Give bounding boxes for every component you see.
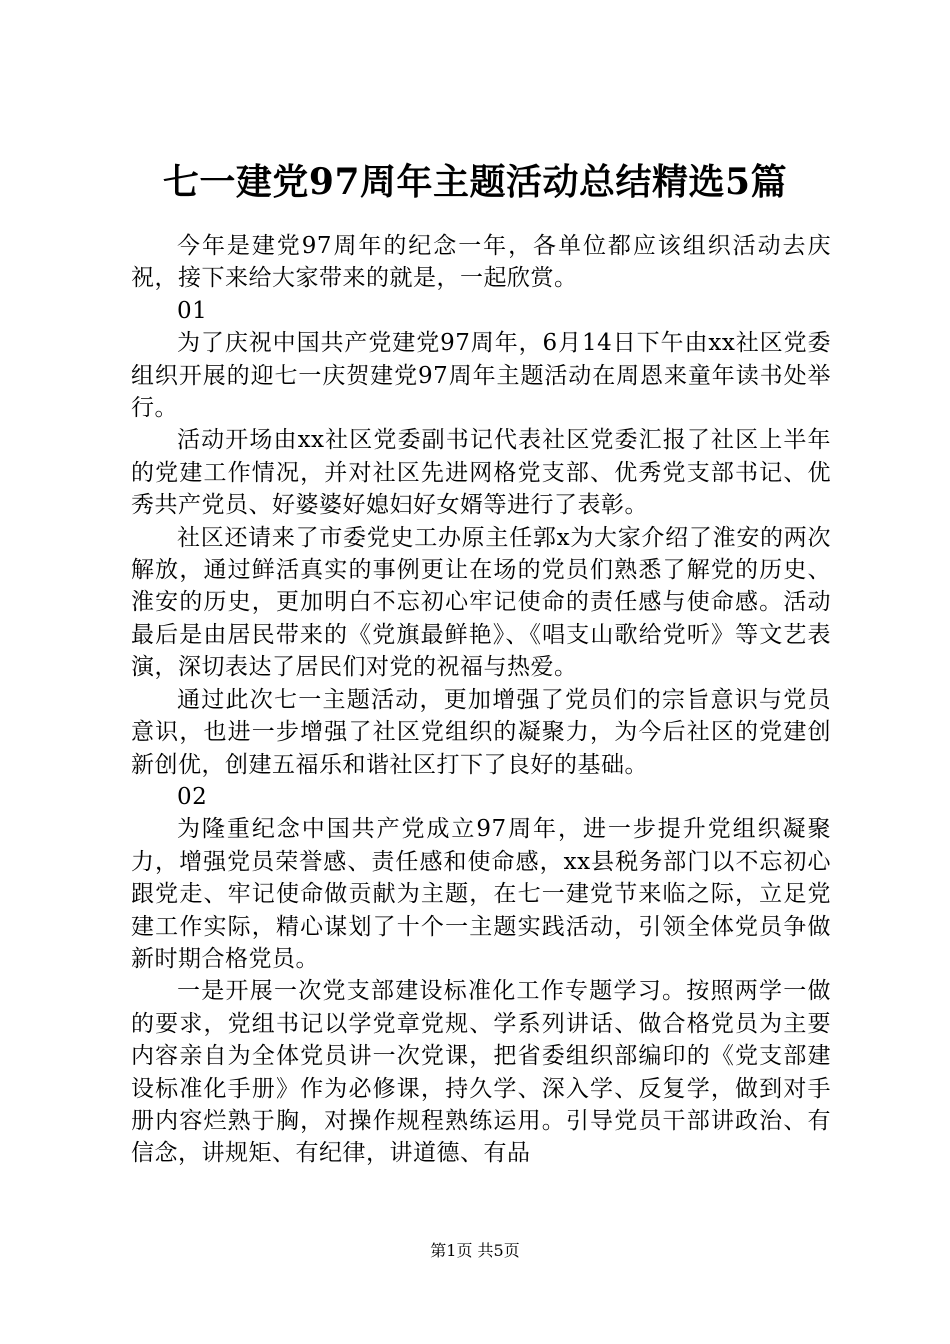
paragraph: 一是开展一次党支部建设标准化工作专题学习。按照两学一做的要求，党组书记以学党章党规、学系列讲话、做合格党员为主要内容亲自为全体党员讲一次党课，把省委组织部编印的《党支部建设标准化手册》作为必修课，持久学、深入学、反复学，做到对手册内容烂熟于胸，对操作规程熟练运用。引导党员干部讲政治、有信念，讲规矩、有纪律，讲道德、有品 [131, 978, 831, 1167]
document-title: 七一建党97周年主题活动总结精选5篇 [162, 161, 788, 203]
page-footer: 第1页 共5页 [430, 1241, 520, 1260]
section-number: 02 [177, 783, 208, 810]
paragraph: 为隆重纪念中国共产党成立97周年，进一步提升党组织凝聚力，增强党员荣誉感、责任感和使命感，xx县税务部门以不忘初心跟党走、牢记使命做贡献为主题，在七一建党节来临之际，立足党建工作实际，精心谋划了十个一主题实践活动，引领全体党员争做新时期合格党员。 [131, 816, 831, 972]
section-number: 01 [177, 297, 208, 324]
paragraph: 为了庆祝中国共产党建党97周年，6月14日下午由xx社区党委组织开展的迎七一庆贺建党97周年主题活动在周恩来童年读书处举行。 [131, 330, 831, 422]
paragraph: 社区还请来了市委党史工办原主任郭x为大家介绍了淮安的两次解放，通过鲜活真实的事例更让在场的党员们熟悉了解党的历史、淮安的历史，更加明白不忘初心牢记使命的责任感与使命感。活动最后是由居民带来的《党旗最鲜艳》、《唱支山歌给党听》等文艺表演，深切表达了居民们对党的祝福与热爱。 [131, 524, 831, 681]
paragraph: 通过此次七一主题活动，更加增强了党员们的宗旨意识与党员意识，也进一步增强了社区党组织的凝聚力，为今后社区的党建创新创优，创建五福乐和谐社区打下了良好的基础。 [131, 686, 831, 778]
paragraph-intro: 今年是建党97周年的纪念一年，各单位都应该组织活动去庆祝，接下来给大家带来的就是，一起欣赏。 [131, 233, 831, 292]
paragraph: 活动开场由xx社区党委副书记代表社区党委汇报了社区上半年的党建工作情况，并对社区先进网格党支部、优秀党支部书记、优秀共产党员、好婆婆好媳妇好女婿等进行了表彰。 [131, 427, 831, 519]
document-body [131, 230, 831, 1170]
